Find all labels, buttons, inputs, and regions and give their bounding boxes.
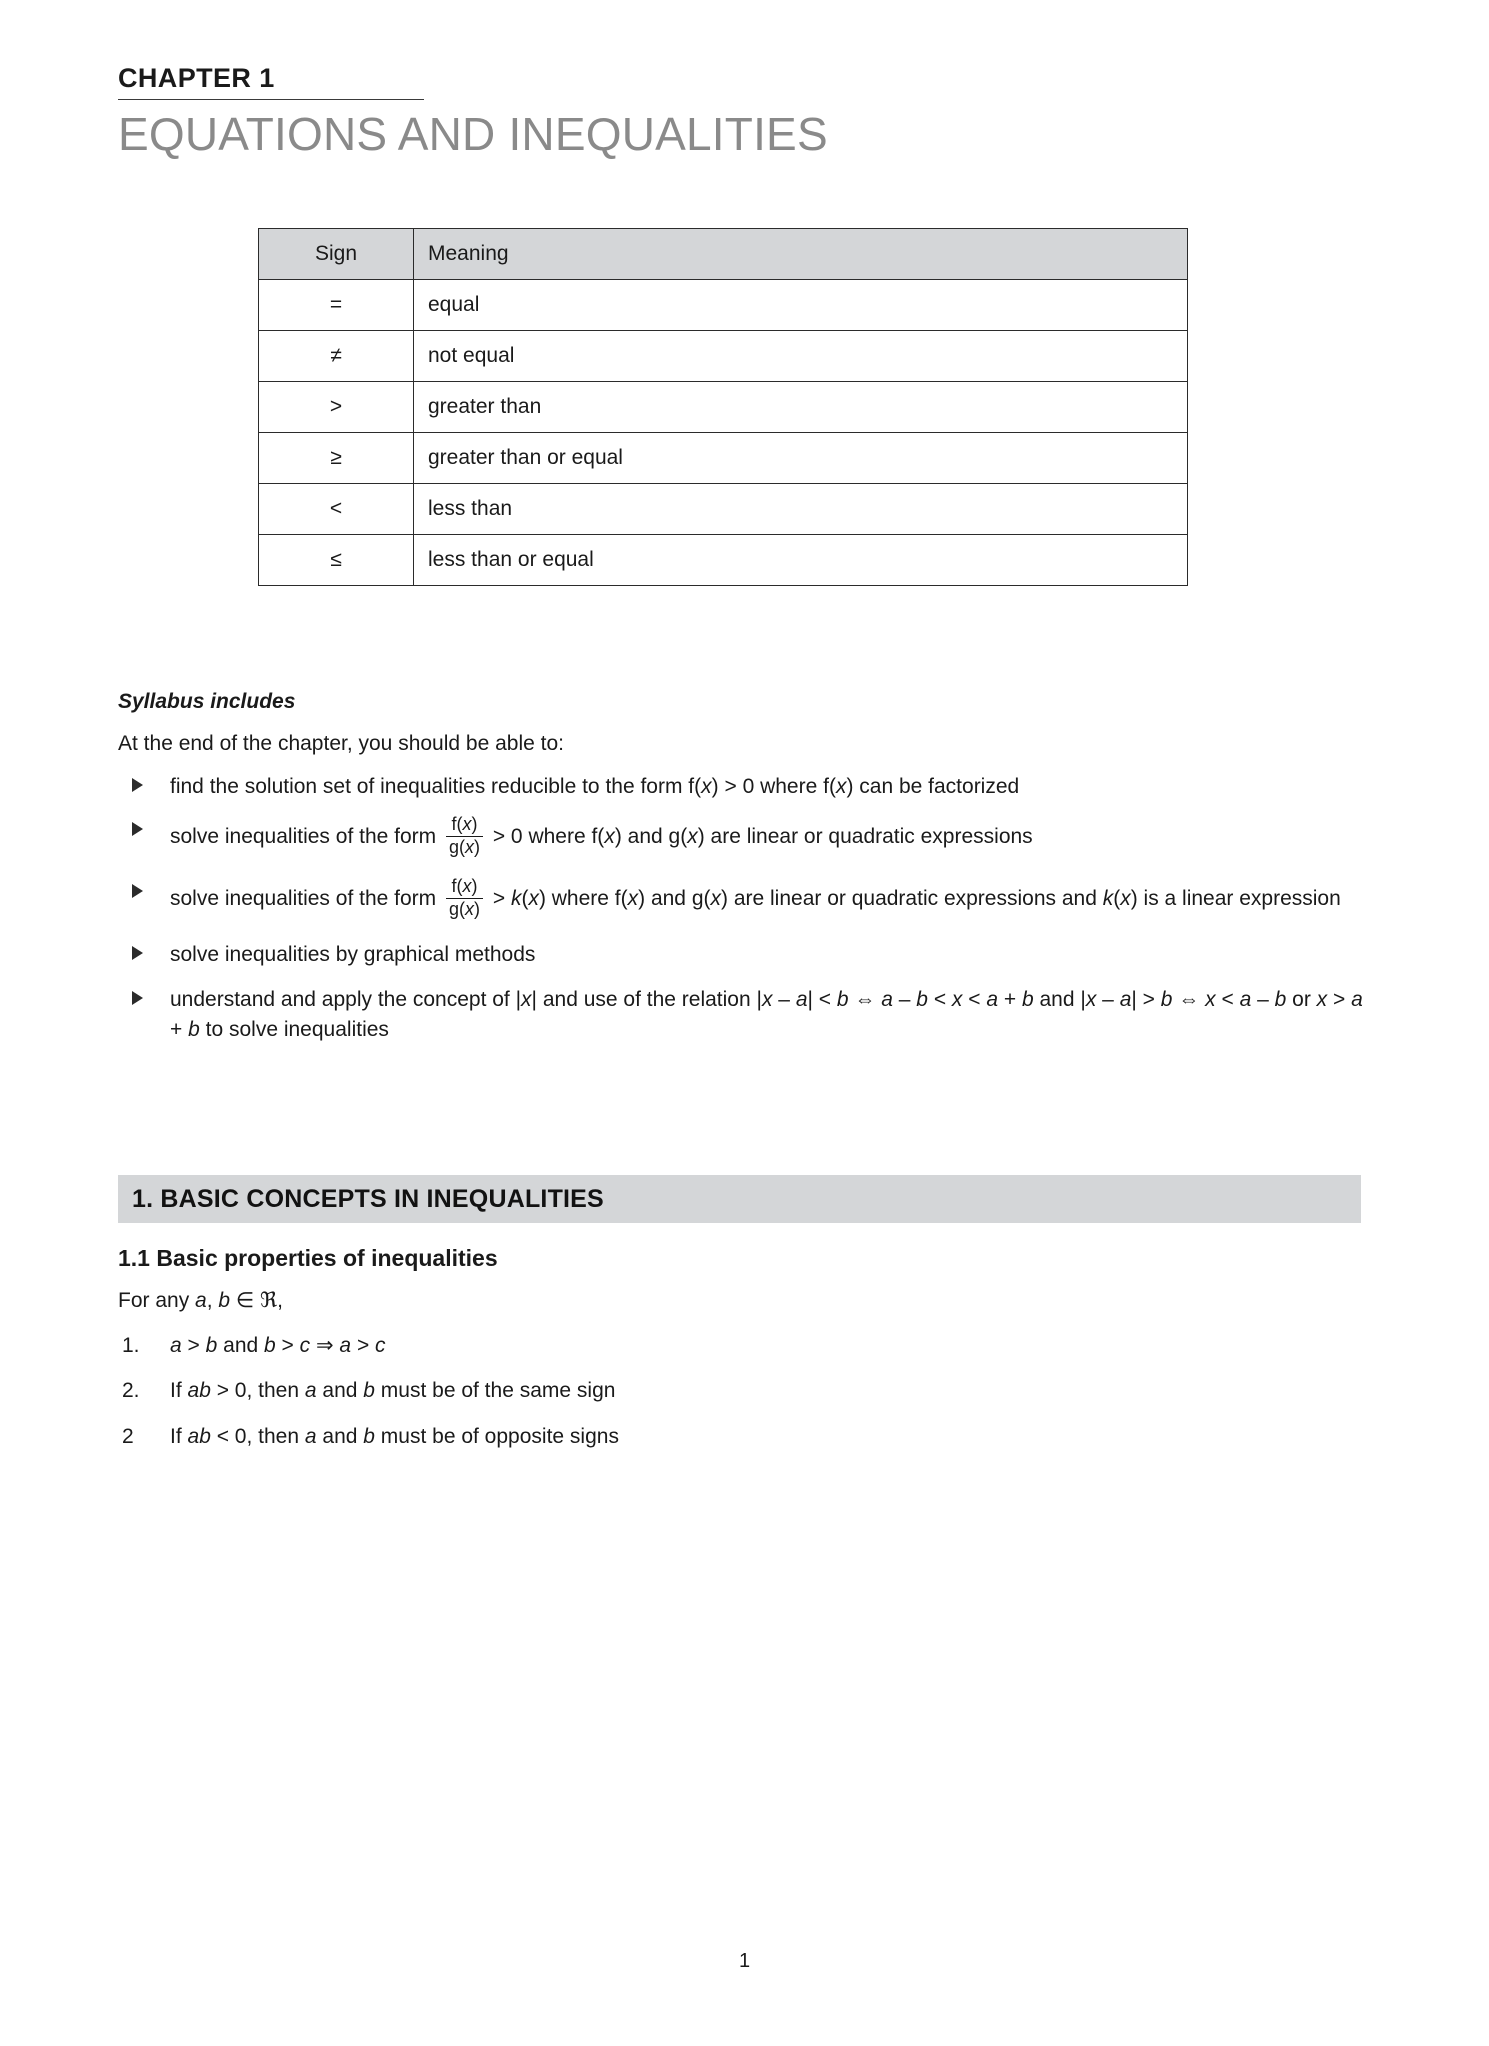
math-variable: x: [604, 824, 615, 848]
triangle-right-icon: [132, 822, 143, 836]
subsection-title: 1.1 Basic properties of inequalities: [118, 1245, 498, 1271]
math-variable: a: [170, 1334, 182, 1357]
property-number: 1.: [122, 1334, 140, 1357]
table-row: [259, 484, 1188, 535]
math-variable: k: [510, 886, 522, 910]
math-variable: x: [1120, 886, 1131, 910]
math-variable: a: [1351, 987, 1363, 1011]
math-variable: x: [687, 824, 698, 848]
math-variable: b: [1021, 987, 1034, 1011]
sign-meaning-table-wrapper: [258, 228, 1188, 586]
table-header-row: [259, 229, 1188, 280]
fraction-numerator: f(x): [451, 876, 478, 897]
math-variable: c: [299, 1334, 311, 1357]
cell-sign: ≥: [259, 433, 414, 484]
chapter-label: CHAPTER 1: [118, 63, 275, 93]
math-variable: ab: [187, 1379, 211, 1403]
math-variable: b: [916, 987, 928, 1011]
page-title: EQUATIONS AND INEQUALITIES: [118, 107, 828, 160]
objective-text: find the solution set of inequalities reducible to the form f(x) > 0 where f(x) can be factorized: [170, 775, 1020, 798]
subsection-lead-text: For any a, b ∈ ℜ,: [118, 1288, 283, 1312]
math-variable: x: [528, 886, 539, 910]
math-variable: x: [710, 886, 721, 910]
math-variable: c: [375, 1334, 386, 1357]
real-numbers-symbol: ℜ: [260, 1288, 278, 1312]
math-variable: x: [521, 987, 532, 1011]
objective-item: [118, 878, 1368, 920]
objective-text: understand and apply the concept of |x| and use of the relation |x – a| < b ⇔ a – b < x < a + b and |x – a| > b ⇔ x < a – b or x > a + b to solve inequalities: [170, 987, 1363, 1042]
math-variable: a: [881, 987, 893, 1011]
cell-sign: ≤: [259, 535, 414, 586]
cell-sign: ≠: [259, 331, 414, 382]
sign-meaning-table: [258, 228, 1188, 586]
math-variable: b: [836, 987, 849, 1011]
triangle-right-icon: [132, 884, 143, 898]
math-variable: b: [1274, 987, 1287, 1011]
math-variable: a: [1119, 987, 1132, 1011]
cell-meaning: less than: [414, 484, 1188, 535]
column-header-meaning: Meaning: [414, 229, 1188, 280]
objective-item: [118, 772, 1368, 802]
page-number: 1: [738, 1950, 751, 1972]
objective-item: [118, 940, 1368, 970]
math-variable: a: [1239, 987, 1252, 1011]
property-number: 2.: [122, 1379, 140, 1403]
property-text: a > b and b > c ⇒ a > c: [170, 1334, 386, 1357]
cell-meaning: greater than or equal: [414, 433, 1188, 484]
property-text: If ab > 0, then a and b must be of the same sign: [170, 1379, 616, 1403]
math-variable: a: [304, 1424, 317, 1448]
math-variable: a: [795, 987, 808, 1011]
math-variable: a: [339, 1334, 352, 1357]
math-variable: x: [1205, 987, 1216, 1011]
column-header-sign: Sign: [259, 229, 414, 280]
math-variable: b: [363, 1379, 375, 1403]
math-variable: k: [1102, 886, 1114, 910]
math-variable: x: [1316, 987, 1328, 1011]
fraction-numerator: f(x): [451, 814, 478, 835]
cell-meaning: less than or equal: [414, 535, 1188, 586]
fraction-f-over-g: [446, 815, 483, 857]
math-variable: ab: [187, 1424, 211, 1448]
property-item: [118, 1376, 1368, 1405]
math-variable: b: [1160, 987, 1173, 1011]
syllabus-section: [118, 690, 1368, 1060]
math-variable: b: [188, 1018, 200, 1042]
math-variable: x: [835, 775, 847, 798]
math-variable: b: [218, 1289, 231, 1312]
fraction-denominator: g(x): [446, 836, 483, 857]
objective-text: solve inequalities of the form $\frac{f(x)}{g(x)}$ > 0 where f(x) and g(x) are linear or quadratic expressions: [170, 814, 1033, 857]
math-variable: b: [264, 1334, 276, 1357]
math-variable: x: [1085, 987, 1097, 1011]
triangle-right-icon: [132, 991, 143, 1005]
math-variable: x: [951, 987, 963, 1011]
chapter-underline-rule: [118, 99, 424, 100]
table-row: [259, 535, 1188, 586]
table-row: [259, 331, 1188, 382]
subsection-block: [118, 1245, 1368, 1467]
triangle-right-icon: [132, 946, 143, 960]
math-variable: a: [304, 1379, 317, 1403]
property-item: [118, 1422, 1368, 1451]
section-heading-bar: [118, 1175, 1361, 1223]
section-heading-text: 1. BASIC CONCEPTS IN INEQUALITIES: [132, 1184, 604, 1213]
properties-list: [118, 1331, 1368, 1451]
property-number: 2: [122, 1424, 134, 1448]
objective-text: solve inequalities by graphical methods: [170, 943, 536, 967]
fraction-f-over-g: [446, 877, 483, 919]
table-row: [259, 382, 1188, 433]
table-row: [259, 280, 1188, 331]
objectives-list: [118, 772, 1368, 1046]
math-variable: b: [363, 1424, 375, 1448]
math-variable: x: [627, 886, 639, 910]
triangle-right-icon: [132, 778, 143, 792]
math-variable: x: [761, 987, 773, 1011]
syllabus-lead-text: At the end of the chapter, you should be able to:: [118, 732, 564, 755]
syllabus-title: Syllabus includes: [118, 690, 296, 713]
math-variable: x: [701, 775, 712, 798]
objective-text: solve inequalities of the form $\frac{f(x)}{g(x)}$ > k(x) where f(x) and g(x) are linear or quadratic expressions and k(x) is a linear expression: [170, 876, 1341, 919]
objective-item: [118, 816, 1368, 858]
fraction-denominator: g(x): [446, 898, 483, 919]
table-header: [259, 229, 1188, 280]
table-body: [259, 280, 1188, 586]
cell-meaning: equal: [414, 280, 1188, 331]
cell-sign: =: [259, 280, 414, 331]
property-text: If ab < 0, then a and b must be of opposite signs: [170, 1424, 619, 1448]
cell-sign: <: [259, 484, 414, 535]
math-variable: a: [195, 1289, 207, 1312]
cell-meaning: greater than: [414, 382, 1188, 433]
property-item: [118, 1331, 1368, 1360]
objective-item: [118, 985, 1368, 1046]
math-variable: a: [986, 987, 999, 1011]
cell-sign: >: [259, 382, 414, 433]
chapter-header: [118, 64, 1018, 161]
table-row: [259, 433, 1188, 484]
math-variable: b: [205, 1334, 218, 1357]
cell-meaning: not equal: [414, 331, 1188, 382]
